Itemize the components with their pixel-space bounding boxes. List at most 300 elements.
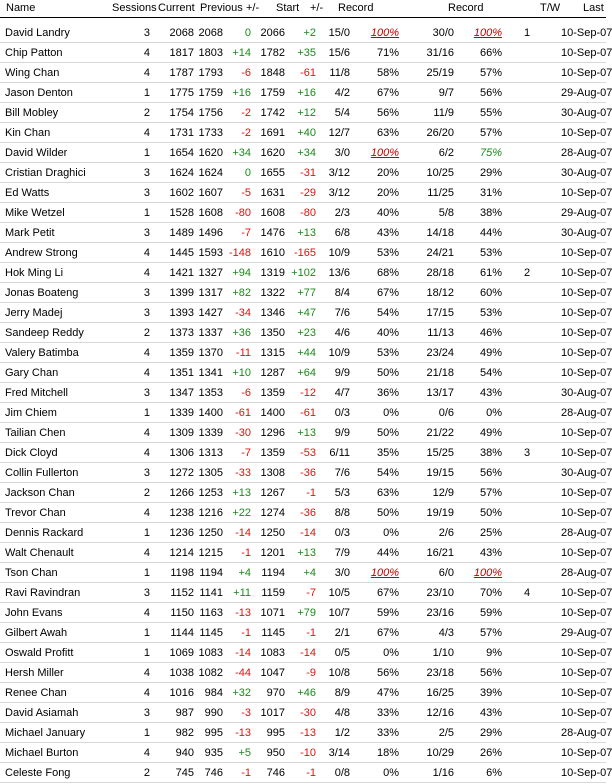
- table-row: [0, 423, 612, 443]
- cell-record-session: 10/9: [328, 347, 350, 359]
- cell-pct-session: 68%: [376, 267, 399, 279]
- cell-current: 1654: [169, 147, 194, 159]
- cell-diff-start: +79: [297, 607, 316, 619]
- cell-sessions: 3: [143, 587, 150, 599]
- cell-record-games: 11/9: [433, 107, 454, 119]
- cell-diff-previous: +5: [238, 747, 251, 759]
- cell-diff-start: -1: [306, 487, 316, 499]
- cell-tw: 1: [524, 27, 531, 39]
- cell-diff-start: -61: [300, 407, 316, 419]
- cell-record-session: 7/9: [334, 547, 350, 559]
- cell-start: 1083: [260, 647, 285, 659]
- cell-name: Michael Burton: [5, 747, 79, 759]
- cell-pct-games: 56%: [479, 467, 502, 479]
- table-row: [0, 683, 612, 703]
- cell-name: Fred Mitchell: [5, 387, 68, 399]
- cell-diff-previous: -14: [235, 647, 251, 659]
- cell-previous: 1624: [198, 167, 223, 179]
- cell-diff-start: +23: [297, 327, 316, 339]
- cell-name: Renee Chan: [5, 687, 67, 699]
- cell-record-games: 23/10: [426, 587, 454, 599]
- cell-last: 10-Sep-07: [561, 47, 612, 59]
- cell-diff-start: -14: [300, 647, 316, 659]
- cell-current: 1787: [169, 67, 194, 79]
- cell-diff-start: -36: [300, 467, 316, 479]
- cell-diff-start: -61: [300, 67, 316, 79]
- cell-previous: 1756: [198, 107, 223, 119]
- cell-previous: 2068: [198, 27, 223, 39]
- cell-name: Hok Ming Li: [5, 267, 64, 279]
- cell-diff-start: -7: [306, 587, 316, 599]
- cell-name: Chip Patton: [5, 47, 63, 59]
- cell-current: 1731: [169, 127, 194, 139]
- cell-pct-session: 43%: [376, 227, 399, 239]
- cell-pct-games: 57%: [479, 67, 502, 79]
- cell-record-session: 15/6: [328, 47, 350, 59]
- cell-diff-previous: -148: [228, 247, 251, 259]
- cell-current: 1624: [169, 167, 194, 179]
- cell-start: 1759: [260, 87, 285, 99]
- cell-name: Jonas Boateng: [5, 287, 79, 299]
- cell-diff-start: -1: [306, 767, 316, 779]
- cell-record-games: 11/25: [427, 187, 454, 199]
- cell-pct-games: 44%: [479, 227, 502, 239]
- cell-start: 970: [266, 687, 285, 699]
- cell-pct-session: 63%: [376, 127, 399, 139]
- cell-record-games: 28/18: [426, 267, 454, 279]
- cell-sessions: 1: [143, 207, 150, 219]
- cell-start: 1848: [260, 67, 285, 79]
- cell-pct-session: 0%: [383, 647, 399, 659]
- cell-previous: 1608: [198, 207, 223, 219]
- cell-start: 1201: [260, 547, 285, 559]
- cell-current: 1445: [169, 247, 194, 259]
- cell-tw: 2: [524, 267, 531, 279]
- cell-current: 1306: [169, 447, 194, 459]
- cell-record-games: 1/10: [432, 647, 454, 659]
- cell-record-games: 21/22: [426, 427, 454, 439]
- cell-start: 1047: [260, 667, 285, 679]
- header-tw: T/W: [540, 2, 561, 14]
- cell-record-session: 4/8: [334, 707, 350, 719]
- cell-pct-session: 67%: [376, 587, 399, 599]
- cell-name: Bill Mobley: [5, 107, 59, 119]
- cell-last: 30-Aug-07: [561, 467, 612, 479]
- cell-sessions: 4: [143, 247, 150, 259]
- cell-record-games: 19/19: [426, 507, 454, 519]
- cell-last: 10-Sep-07: [561, 187, 612, 199]
- cell-sessions: 4: [143, 427, 150, 439]
- cell-pct-games: 66%: [479, 47, 502, 59]
- header-diff-previous: +/-: [246, 2, 260, 14]
- cell-last: 10-Sep-07: [561, 307, 612, 319]
- cell-sessions: 1: [143, 627, 150, 639]
- cell-current: 1602: [169, 187, 194, 199]
- cell-tw: 3: [524, 447, 531, 459]
- cell-diff-start: +2: [303, 27, 316, 39]
- cell-record-games: 0/6: [438, 407, 454, 419]
- cell-name: Wing Chan: [5, 67, 60, 79]
- cell-pct-session: 56%: [376, 107, 399, 119]
- cell-pct-session: 47%: [376, 687, 399, 699]
- cell-record-games: 12/16: [426, 707, 454, 719]
- cell-name: Andrew Strong: [5, 247, 78, 259]
- cell-diff-start: -29: [300, 187, 316, 199]
- cell-pct-session: 100%: [370, 147, 399, 159]
- cell-current: 1069: [169, 647, 194, 659]
- cell-sessions: 3: [143, 187, 150, 199]
- cell-last: 10-Sep-07: [561, 447, 612, 459]
- cell-pct-session: 54%: [376, 307, 399, 319]
- cell-last: 30-Aug-07: [561, 387, 612, 399]
- cell-pct-session: 63%: [376, 487, 399, 499]
- header-start: Start: [276, 2, 300, 14]
- header-name: Name: [6, 2, 36, 14]
- cell-name: David Wilder: [5, 147, 68, 159]
- table-row: [0, 543, 612, 563]
- cell-current: 745: [175, 767, 194, 779]
- cell-previous: 1496: [198, 227, 223, 239]
- cell-sessions: 4: [143, 747, 150, 759]
- cell-pct-games: 56%: [479, 87, 502, 99]
- cell-record-games: 24/21: [426, 247, 454, 259]
- cell-current: 1266: [169, 487, 194, 499]
- cell-diff-previous: -34: [235, 307, 251, 319]
- cell-pct-games: 50%: [479, 507, 502, 519]
- cell-diff-previous: +32: [232, 687, 251, 699]
- cell-start: 1274: [260, 507, 285, 519]
- cell-previous: 1759: [198, 87, 223, 99]
- cell-sessions: 1: [143, 87, 150, 99]
- cell-pct-games: 29%: [479, 727, 502, 739]
- cell-record-games: 2/6: [438, 527, 454, 539]
- cell-start: 1159: [261, 587, 285, 599]
- cell-pct-session: 36%: [376, 387, 399, 399]
- cell-record-session: 3/0: [334, 147, 350, 159]
- cell-pct-session: 20%: [376, 167, 399, 179]
- cell-record-session: 10/8: [328, 667, 350, 679]
- cell-record-session: 0/3: [334, 407, 350, 419]
- cell-pct-games: 70%: [479, 587, 502, 599]
- cell-start: 1267: [260, 487, 285, 499]
- cell-record-games: 23/16: [426, 607, 454, 619]
- row-divider: [0, 782, 606, 783]
- cell-record-games: 4/3: [438, 627, 454, 639]
- cell-name: Dennis Rackard: [5, 527, 84, 539]
- cell-record-games: 10/25: [426, 167, 454, 179]
- table-row: [0, 303, 612, 323]
- table-row: [0, 723, 612, 743]
- cell-name: David Asiamah: [5, 707, 79, 719]
- cell-start: 1359: [260, 387, 285, 399]
- cell-pct-games: 61%: [479, 267, 502, 279]
- table-row: [0, 343, 612, 363]
- cell-record-games: 6/0: [438, 567, 454, 579]
- cell-previous: 1163: [199, 607, 223, 619]
- cell-name: Sandeep Reddy: [5, 327, 84, 339]
- cell-start: 1250: [260, 527, 285, 539]
- cell-diff-start: -30: [300, 707, 316, 719]
- cell-record-games: 10/29: [426, 747, 454, 759]
- cell-sessions: 3: [143, 707, 150, 719]
- cell-pct-session: 50%: [376, 367, 399, 379]
- cell-pct-session: 18%: [376, 747, 399, 759]
- cell-diff-previous: -33: [235, 467, 251, 479]
- cell-previous: 1607: [198, 187, 223, 199]
- cell-pct-session: 67%: [376, 287, 399, 299]
- cell-record-session: 2/3: [334, 207, 350, 219]
- cell-record-session: 12/7: [328, 127, 350, 139]
- cell-record-games: 25/19: [426, 67, 454, 79]
- cell-last: 10-Sep-07: [561, 327, 612, 339]
- cell-diff-previous: 0: [244, 27, 251, 39]
- cell-current: 1038: [169, 667, 194, 679]
- cell-record-games: 12/9: [432, 487, 454, 499]
- cell-diff-start: -165: [293, 247, 316, 259]
- cell-previous: 1427: [198, 307, 223, 319]
- cell-name: Mike Wetzel: [5, 207, 65, 219]
- cell-diff-previous: -61: [235, 407, 251, 419]
- cell-pct-games: 55%: [479, 107, 502, 119]
- cell-diff-start: -53: [300, 447, 316, 459]
- cell-start: 1359: [260, 447, 285, 459]
- cell-start: 1631: [260, 187, 285, 199]
- cell-record-games: 26/20: [426, 127, 454, 139]
- cell-name: Hersh Miller: [5, 667, 64, 679]
- cell-pct-games: 53%: [479, 247, 502, 259]
- cell-sessions: 3: [143, 387, 150, 399]
- cell-last: 28-Aug-07: [561, 567, 612, 579]
- cell-start: 2066: [260, 27, 285, 39]
- cell-record-session: 6/8: [334, 227, 350, 239]
- cell-record-games: 5/8: [438, 207, 454, 219]
- header-last: Last: [583, 2, 604, 14]
- cell-sessions: 4: [143, 127, 150, 139]
- table-row: [0, 503, 612, 523]
- table-row: [0, 103, 612, 123]
- cell-name: Dick Cloyd: [5, 447, 58, 459]
- cell-pct-session: 35%: [376, 447, 399, 459]
- cell-last: 10-Sep-07: [561, 587, 612, 599]
- cell-name: Ravi Ravindran: [5, 587, 81, 599]
- cell-record-session: 7/6: [334, 467, 350, 479]
- cell-record-games: 15/25: [426, 447, 454, 459]
- cell-pct-session: 53%: [376, 347, 399, 359]
- table-row: [0, 443, 612, 463]
- cell-name: Valery Batimba: [5, 347, 79, 359]
- cell-diff-start: +77: [297, 287, 316, 299]
- cell-pct-session: 33%: [376, 727, 399, 739]
- table-header: [0, 0, 606, 18]
- cell-pct-session: 58%: [376, 67, 399, 79]
- cell-previous: 1194: [199, 567, 223, 579]
- cell-pct-games: 59%: [479, 607, 502, 619]
- cell-previous: 1317: [198, 287, 223, 299]
- cell-pct-session: 44%: [376, 547, 399, 559]
- cell-sessions: 2: [143, 107, 150, 119]
- cell-diff-start: +13: [297, 547, 316, 559]
- cell-name: Ed Watts: [5, 187, 50, 199]
- header-record-session: Record: [338, 2, 374, 14]
- cell-record-session: 9/9: [334, 427, 350, 439]
- cell-sessions: 4: [143, 367, 150, 379]
- cell-diff-previous: -7: [241, 227, 251, 239]
- cell-sessions: 3: [143, 287, 150, 299]
- cell-diff-previous: +34: [232, 147, 251, 159]
- cell-last: 30-Aug-07: [561, 167, 612, 179]
- cell-diff-previous: -2: [241, 127, 251, 139]
- cell-record-session: 7/6: [334, 307, 350, 319]
- cell-diff-previous: -1: [241, 767, 251, 779]
- cell-sessions: 4: [143, 347, 150, 359]
- cell-previous: 1341: [198, 367, 223, 379]
- table-row: [0, 23, 612, 43]
- cell-record-session: 13/6: [328, 267, 350, 279]
- cell-last: 10-Sep-07: [561, 747, 612, 759]
- table-row: [0, 243, 612, 263]
- cell-record-games: 17/15: [426, 307, 454, 319]
- cell-record-session: 8/8: [334, 507, 350, 519]
- cell-start: 1287: [260, 367, 285, 379]
- cell-start: 1315: [260, 347, 285, 359]
- cell-current: 1272: [169, 467, 194, 479]
- cell-diff-start: +34: [297, 147, 316, 159]
- cell-last: 10-Sep-07: [561, 347, 612, 359]
- table-row: [0, 563, 612, 583]
- cell-name: Collin Fullerton: [5, 467, 79, 479]
- cell-sessions: 1: [143, 727, 150, 739]
- cell-current: 1528: [169, 207, 194, 219]
- cell-diff-previous: -2: [241, 107, 251, 119]
- cell-record-session: 15/0: [328, 27, 350, 39]
- cell-last: 28-Aug-07: [561, 727, 612, 739]
- cell-sessions: 3: [143, 167, 150, 179]
- cell-diff-start: +64: [297, 367, 316, 379]
- table-row: [0, 403, 612, 423]
- cell-previous: 1353: [198, 387, 223, 399]
- cell-current: 1016: [169, 687, 194, 699]
- cell-diff-start: -1: [306, 627, 316, 639]
- cell-previous: 1082: [198, 667, 223, 679]
- cell-pct-session: 100%: [370, 27, 399, 39]
- cell-pct-games: 49%: [479, 427, 502, 439]
- cell-record-session: 4/2: [334, 87, 350, 99]
- header-record-games: Record: [448, 2, 484, 14]
- cell-record-session: 3/0: [334, 567, 350, 579]
- cell-diff-previous: -13: [235, 607, 251, 619]
- cell-start: 1691: [260, 127, 285, 139]
- cell-name: Michael January: [5, 727, 86, 739]
- cell-name: Gary Chan: [5, 367, 59, 379]
- cell-record-session: 2/1: [334, 627, 350, 639]
- cell-previous: 1337: [198, 327, 223, 339]
- cell-sessions: 4: [143, 607, 150, 619]
- cell-pct-session: 20%: [376, 187, 399, 199]
- table-row: [0, 203, 612, 223]
- cell-name: Jason Denton: [5, 87, 73, 99]
- cell-last: 10-Sep-07: [561, 247, 612, 259]
- cell-diff-start: -80: [300, 207, 316, 219]
- cell-diff-previous: +94: [232, 267, 251, 279]
- cell-start: 1071: [260, 607, 285, 619]
- cell-pct-games: 26%: [479, 747, 502, 759]
- cell-current: 1214: [169, 547, 194, 559]
- cell-previous: 1620: [198, 147, 223, 159]
- header-diff-start: +/-: [310, 2, 324, 14]
- cell-sessions: 1: [143, 147, 150, 159]
- cell-diff-start: -9: [306, 667, 316, 679]
- cell-last: 10-Sep-07: [561, 287, 612, 299]
- cell-start: 1400: [260, 407, 285, 419]
- cell-pct-games: 100%: [473, 567, 502, 579]
- cell-last: 28-Aug-07: [561, 407, 612, 419]
- cell-record-games: 1/16: [432, 767, 454, 779]
- cell-diff-previous: +4: [238, 567, 251, 579]
- cell-diff-start: +13: [297, 427, 316, 439]
- cell-record-games: 14/18: [426, 227, 454, 239]
- table-row: [0, 763, 612, 783]
- cell-start: 1655: [260, 167, 285, 179]
- cell-pct-games: 43%: [479, 707, 502, 719]
- cell-start: 1476: [260, 227, 285, 239]
- cell-name: Tson Chan: [5, 567, 58, 579]
- cell-pct-session: 50%: [376, 507, 399, 519]
- cell-current: 1393: [169, 307, 194, 319]
- cell-start: 1782: [260, 47, 285, 59]
- table-row: [0, 483, 612, 503]
- cell-last: 10-Sep-07: [561, 667, 612, 679]
- cell-tw: 4: [524, 587, 531, 599]
- cell-sessions: 4: [143, 47, 150, 59]
- cell-previous: 935: [204, 747, 223, 759]
- cell-current: 1238: [169, 507, 194, 519]
- table-row: [0, 123, 612, 143]
- cell-diff-start: -14: [300, 527, 316, 539]
- cell-start: 1322: [260, 287, 285, 299]
- cell-record-session: 3/14: [328, 747, 350, 759]
- header-sessions: Sessions: [112, 2, 157, 14]
- cell-start: 746: [266, 767, 285, 779]
- cell-name: Tailian Chen: [5, 427, 66, 439]
- cell-current: 940: [175, 747, 194, 759]
- cell-last: 10-Sep-07: [561, 687, 612, 699]
- cell-pct-games: 56%: [479, 667, 502, 679]
- cell-diff-start: +46: [297, 687, 316, 699]
- cell-pct-games: 54%: [479, 367, 502, 379]
- cell-pct-games: 6%: [486, 767, 502, 779]
- cell-previous: 1327: [198, 267, 223, 279]
- cell-sessions: 2: [143, 767, 150, 779]
- cell-sessions: 1: [143, 407, 150, 419]
- cell-record-games: 30/0: [432, 27, 454, 39]
- cell-last: 10-Sep-07: [561, 487, 612, 499]
- cell-current: 1351: [169, 367, 194, 379]
- table-row: [0, 603, 612, 623]
- cell-record-session: 5/4: [334, 107, 350, 119]
- cell-previous: 1793: [198, 67, 223, 79]
- cell-sessions: 1: [143, 567, 150, 579]
- cell-sessions: 3: [143, 27, 150, 39]
- cell-sessions: 4: [143, 447, 150, 459]
- cell-diff-previous: +10: [232, 367, 251, 379]
- cell-record-session: 3/12: [328, 167, 350, 179]
- cell-start: 1194: [261, 567, 285, 579]
- cell-record-session: 0/3: [334, 527, 350, 539]
- cell-sessions: 1: [143, 527, 150, 539]
- cell-sessions: 2: [143, 487, 150, 499]
- cell-current: 1489: [169, 227, 194, 239]
- cell-record-session: 11/8: [329, 67, 350, 79]
